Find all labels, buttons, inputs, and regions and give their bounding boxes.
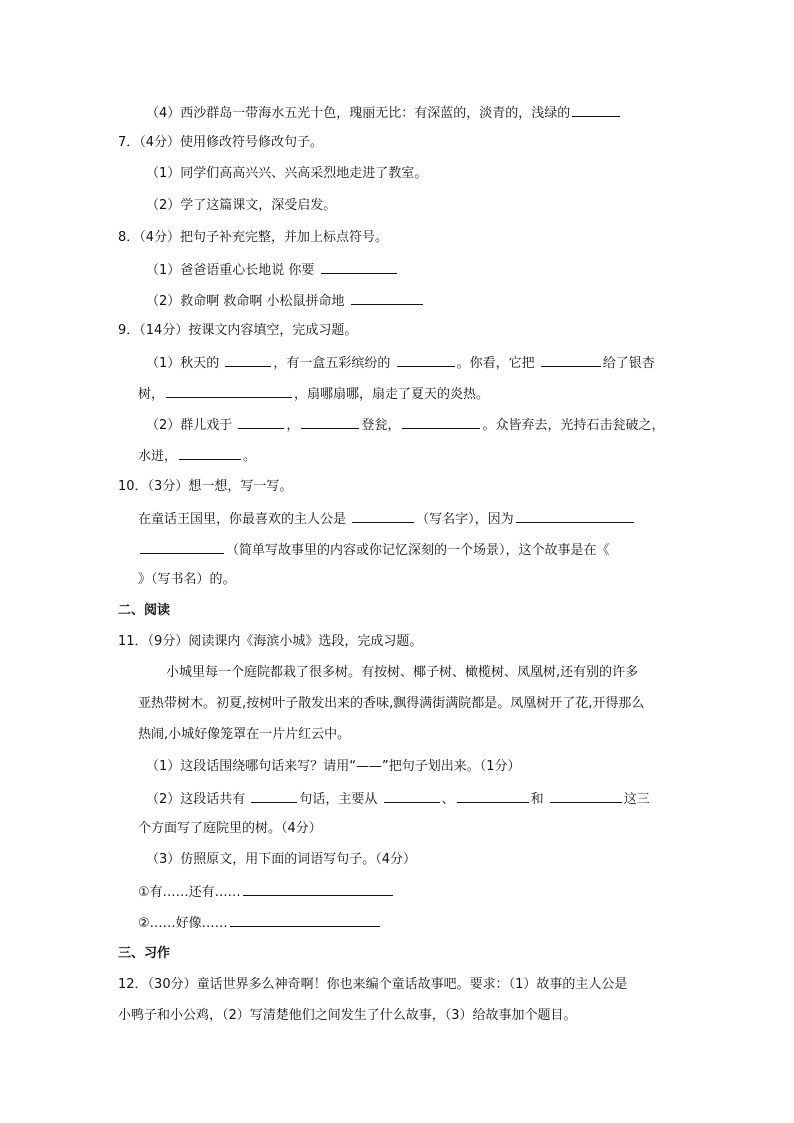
q11-item-3: （3）仿照原文，用下面的词语写句子。（4分） <box>146 852 417 867</box>
q10-line-3: 》（写书名）的。 <box>138 572 236 587</box>
answer-blank[interactable] <box>140 539 224 554</box>
q11-item-3a: ①有……还有…… <box>138 881 395 903</box>
passage-line-3: 热闹,小城好像笼罩在一片片红云中。 <box>138 727 351 742</box>
q9-item-2: （2）群儿戏于 ， 登瓮， 。众皆弃去，光持石击瓮破之， <box>146 414 664 436</box>
answer-blank[interactable] <box>351 290 423 305</box>
q6-item-4: （4）西沙群岛一带海水五光十色，瑰丽无比：有深蓝的，淡青的，浅绿的 <box>146 102 622 124</box>
answer-blank[interactable] <box>397 352 455 367</box>
q10-heading: 10．（3分）想一想，写一写。 <box>118 479 293 494</box>
passage-line-2: 亚热带树木。初夏,按树叶子散发出来的香味,飘得满街满院都是。凤凰树开了花,开得那么 <box>138 696 645 711</box>
q9-item-1: （1）秋天的 ，有一盒五彩缤纷的 。你看，它把 给了银杏 <box>146 352 655 374</box>
answer-blank[interactable] <box>352 508 414 523</box>
answer-blank[interactable] <box>301 414 359 429</box>
q7-heading: 7．（4分）使用修改符号修改句子。 <box>118 135 324 150</box>
q10-line-1: 在童话王国里，你最喜欢的主人公是 （写名字），因为 <box>138 508 636 530</box>
section-heading-writing: 三、习作 <box>118 946 171 961</box>
q8-item-2: （2）救命啊 救命啊 小松鼠拼命地 <box>146 290 425 312</box>
q12-line-2: 小鸭子和小公鸡，（2）写清楚他们之间发生了什么故事，（3）给故事加个题目。 <box>118 1008 577 1023</box>
answer-blank[interactable] <box>238 414 284 429</box>
q11-item-2-cont: 个方面写了庭院里的树。（4分） <box>138 821 322 836</box>
q9-item-2-cont: 水迸， 。 <box>138 445 256 467</box>
answer-blank[interactable] <box>516 508 634 523</box>
q11-item-2: （2）这段话共有 句话，主要从 、 和 这三 <box>146 788 650 810</box>
section-heading-reading: 二、阅读 <box>118 603 171 618</box>
answer-blank[interactable] <box>541 352 601 367</box>
q8-item-1: （1）爸爸语重心长地说 你要 <box>146 259 399 281</box>
answer-blank[interactable] <box>230 912 380 927</box>
passage-line-1: 小城里每一个庭院都栽了很多树。有按树、椰子树、橄榄树、凤凰树,还有别的许多 <box>166 665 639 680</box>
answer-blank[interactable] <box>225 352 271 367</box>
answer-blank[interactable] <box>457 788 529 803</box>
q11-heading: 11．（9分）阅读课内《海滨小城》选段，完成习题。 <box>118 634 423 649</box>
q11-item-3b: ②……好像…… <box>138 912 382 934</box>
q9-item-1-cont: 树， ，扇哪扇哪，扇走了夏天的炎热。 <box>138 383 489 405</box>
q11-item-1: （1）这段话围绕哪句话来写？请用“——”把句子划出来。（1分） <box>146 759 521 774</box>
answer-blank[interactable] <box>166 383 292 398</box>
q7-item-1: （1）同学们高高兴兴、兴高采烈地走进了教室。 <box>146 166 428 181</box>
q9-heading: 9．（14分）按课文内容填空，完成习题。 <box>118 323 358 338</box>
q8-heading: 8．（4分）把句子补充完整，并加上标点符号。 <box>118 230 389 245</box>
answer-blank[interactable] <box>572 102 620 117</box>
q12-line-1: 12．（30分）童话世界多么神奇啊！你也来编个童话故事吧。要求：（1）故事的主人公是 <box>118 977 628 992</box>
answer-blank[interactable] <box>243 881 393 896</box>
answer-blank[interactable] <box>550 788 622 803</box>
q7-item-2: （2）学了这篇课文，深受启发。 <box>146 198 337 213</box>
answer-blank[interactable] <box>384 788 440 803</box>
answer-blank[interactable] <box>251 788 297 803</box>
answer-blank[interactable] <box>402 414 480 429</box>
answer-blank[interactable] <box>179 445 241 460</box>
answer-blank[interactable] <box>321 259 397 274</box>
q10-line-2: （简单写故事里的内容或你记忆深刻的一个场景），这个故事是在《 <box>138 539 610 561</box>
